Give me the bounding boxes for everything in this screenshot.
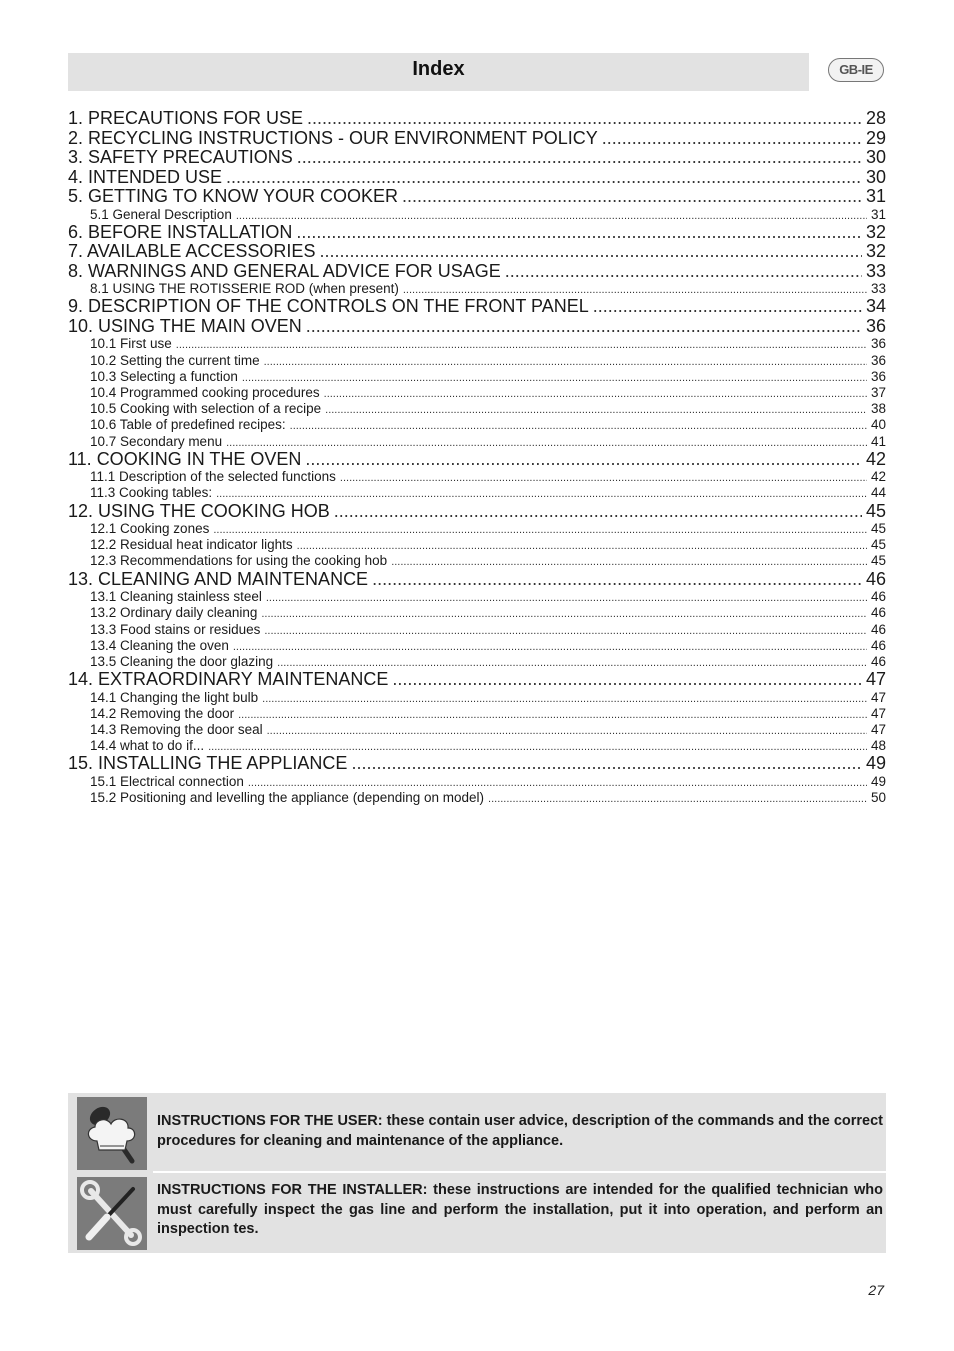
- toc-entry-page: 46: [870, 653, 886, 669]
- toc-entry-page: 33: [870, 281, 886, 297]
- toc-entry-page: 37: [870, 384, 886, 400]
- toc-entry-label: 13. CLEANING AND MAINTENANCE: [68, 569, 369, 589]
- toc-subsection-entry: [68, 485, 886, 501]
- toc-dot-leader: [238, 707, 867, 722]
- toc-dot-leader: [402, 187, 862, 207]
- toc-section-entry: [68, 148, 886, 168]
- toc-dot-leader: [290, 418, 867, 433]
- toc-section-entry: [68, 297, 886, 317]
- toc-subsection-entry: [68, 336, 886, 352]
- toc-entry-label: 10.1 First use: [90, 336, 172, 352]
- toc-subsection-entry: [68, 469, 886, 485]
- toc-entry-page: 31: [865, 187, 886, 206]
- toc-entry-label: 13.5 Cleaning the door glazing: [90, 653, 274, 669]
- toc-entry-page: 36: [865, 316, 886, 336]
- toc-entry-label: 10.3 Selecting a function: [90, 368, 238, 384]
- toc-entry-label: 5. GETTING TO KNOW YOUR COOKER: [68, 187, 399, 206]
- toc-subsection-entry: [68, 369, 886, 385]
- toc-entry-page: 30: [865, 167, 886, 187]
- toc-dot-leader: [319, 242, 862, 262]
- toc-entry-label: 4. INTENDED USE: [68, 167, 223, 187]
- toc-subsection-entry: [68, 521, 886, 537]
- toc-entry-page: 47: [865, 670, 886, 690]
- toc-section-entry: [68, 223, 886, 243]
- toc-entry-label: 10. USING THE MAIN OVEN: [68, 316, 302, 336]
- toc-entry-label: 13.2 Ordinary daily cleaning: [90, 605, 258, 621]
- wrench-screwdriver-icon: [77, 1177, 147, 1250]
- toc-entry-page: 42: [870, 469, 886, 485]
- toc-section-entry: [68, 168, 886, 188]
- toc-dot-leader: [236, 208, 867, 223]
- table-of-contents: [68, 109, 886, 806]
- toc-entry-page: 46: [870, 605, 886, 621]
- toc-entry-label: 5.1 General Description: [90, 206, 232, 222]
- toc-entry-label: 10.7 Secondary menu: [90, 433, 223, 449]
- toc-entry-page: 46: [870, 621, 886, 637]
- language-badge: GB-IE: [828, 58, 884, 82]
- toc-entry-page: 36: [870, 336, 886, 352]
- toc-section-entry: [68, 262, 886, 282]
- toc-entry-label: 11. COOKING IN THE OVEN: [68, 449, 302, 469]
- toc-entry-label: 13.3 Food stains or residues: [90, 621, 261, 637]
- toc-subsection-entry: [68, 790, 886, 806]
- toc-section-entry: [68, 242, 886, 262]
- toc-subsection-entry: [68, 605, 886, 621]
- toc-dot-leader: [226, 168, 862, 188]
- toc-dot-leader: [325, 402, 867, 417]
- toc-dot-leader: [334, 502, 862, 522]
- toc-dot-leader: [372, 570, 862, 590]
- toc-entry-label: 6. BEFORE INSTALLATION: [68, 222, 293, 242]
- toc-subsection-entry: [68, 385, 886, 401]
- toc-section-entry: [68, 502, 886, 522]
- toc-entry-page: 36: [870, 368, 886, 384]
- toc-entry-page: 46: [865, 569, 886, 589]
- toc-entry-label: 14. EXTRAORDINARY MAINTENANCE: [68, 670, 389, 690]
- toc-dot-leader: [261, 606, 867, 621]
- toc-dot-leader: [264, 354, 867, 369]
- toc-entry-label: 11.1 Description of the selected functions: [90, 469, 336, 485]
- page-number: 27: [868, 1282, 884, 1298]
- toc-entry-page: 30: [865, 148, 886, 167]
- toc-dot-leader: [216, 486, 867, 501]
- toc-subsection-entry: [68, 738, 886, 754]
- toc-entry-label: 3. SAFETY PRECAUTIONS: [68, 148, 293, 167]
- toc-subsection-entry: [68, 553, 886, 569]
- toc-entry-label: 15.2 Positioning and levelling the appliance (depending on model): [90, 790, 485, 805]
- toc-subsection-entry: [68, 722, 886, 738]
- toc-subsection-entry: [68, 207, 886, 223]
- toc-entry-page: 28: [865, 109, 886, 128]
- toc-dot-leader: [488, 791, 867, 806]
- toc-dot-leader: [296, 223, 862, 243]
- toc-entry-page: 46: [870, 637, 886, 653]
- toc-entry-page: 29: [865, 128, 886, 148]
- toc-subsection-entry: [68, 434, 886, 450]
- header-bar: [68, 53, 809, 91]
- toc-entry-page: 32: [865, 242, 886, 262]
- toc-section-entry: [68, 450, 886, 470]
- toc-entry-page: 36: [870, 352, 886, 368]
- toc-entry-label: 12.2 Residual heat indicator lights: [90, 537, 293, 553]
- toc-entry-page: 38: [870, 401, 886, 417]
- toc-dot-leader: [213, 522, 867, 537]
- toc-entry-page: 40: [870, 417, 886, 433]
- toc-entry-page: 49: [870, 773, 886, 789]
- toc-entry-label: 11.3 Cooking tables:: [90, 485, 213, 501]
- toc-dot-leader: [340, 470, 867, 485]
- chef-spoon-icon: [77, 1097, 147, 1170]
- toc-entry-page: 31: [870, 206, 886, 222]
- notes-divider: [153, 1171, 886, 1173]
- toc-entry-label: 8.1 USING THE ROTISSERIE ROD (when present): [90, 281, 399, 297]
- toc-entry-label: 12.3 Recommendations for using the cooking hob: [90, 553, 388, 569]
- toc-dot-leader: [305, 450, 862, 470]
- toc-entry-page: 41: [870, 433, 886, 449]
- toc-entry-label: 14.3 Removing the door seal: [90, 721, 263, 737]
- toc-entry-label: 8. WARNINGS AND GENERAL ADVICE FOR USAGE: [68, 261, 501, 281]
- toc-section-entry: [68, 754, 886, 774]
- toc-entry-page: 49: [865, 754, 886, 774]
- toc-section-entry: [68, 670, 886, 690]
- toc-dot-leader: [403, 282, 867, 297]
- toc-dot-leader: [391, 554, 867, 569]
- toc-entry-page: 44: [870, 485, 886, 501]
- toc-entry-page: 33: [865, 261, 886, 281]
- toc-subsection-entry: [68, 589, 886, 605]
- toc-section-entry: [68, 129, 886, 149]
- toc-entry-label: 13.1 Cleaning stainless steel: [90, 589, 262, 605]
- toc-entry-label: 10.5 Cooking with selection of a recipe: [90, 401, 322, 417]
- toc-entry-label: 2. RECYCLING INSTRUCTIONS - OUR ENVIRONMENT POLICY: [68, 128, 598, 148]
- toc-entry-page: 45: [870, 537, 886, 553]
- toc-section-entry: [68, 187, 886, 207]
- installer-instructions-text: INSTRUCTIONS FOR THE INSTALLER: these instructions are intended for the qualified technician who must carefully inspect the gas line and perform the installation, put it into operation, and perform an inspection tes.: [157, 1182, 883, 1237]
- toc-subsection-entry: [68, 774, 886, 790]
- toc-entry-label: 10.4 Programmed cooking procedures: [90, 384, 320, 400]
- toc-entry-page: 47: [870, 689, 886, 705]
- toc-entry-label: 10.2 Setting the current time: [90, 352, 260, 368]
- toc-subsection-entry: [68, 622, 886, 638]
- toc-subsection-entry: [68, 353, 886, 369]
- page-title: Index: [412, 58, 465, 80]
- instructions-notes: [68, 1093, 886, 1253]
- toc-subsection-entry: [68, 654, 886, 670]
- toc-entry-page: 45: [870, 521, 886, 537]
- toc-dot-leader: [233, 639, 867, 654]
- toc-entry-label: 14.1 Changing the light bulb: [90, 689, 259, 705]
- toc-entry-label: 9. DESCRIPTION OF THE CONTROLS ON THE FRONT PANEL: [68, 297, 589, 317]
- toc-subsection-entry: [68, 537, 886, 553]
- toc-entry-page: 50: [870, 790, 886, 805]
- toc-dot-leader: [351, 754, 862, 774]
- toc-entry-page: 32: [865, 222, 886, 242]
- toc-dot-leader: [392, 670, 862, 690]
- toc-dot-leader: [262, 691, 867, 706]
- toc-subsection-entry: [68, 706, 886, 722]
- toc-dot-leader: [602, 129, 862, 149]
- toc-entry-label: 13.4 Cleaning the oven: [90, 637, 229, 653]
- toc-dot-leader: [176, 337, 867, 352]
- toc-entry-page: 47: [870, 721, 886, 737]
- toc-entry-page: 46: [870, 589, 886, 605]
- toc-entry-label: 12. USING THE COOKING HOB: [68, 501, 330, 521]
- toc-entry-label: 14.4 what to do if...: [90, 738, 205, 754]
- toc-dot-leader: [297, 538, 867, 553]
- toc-dot-leader: [297, 148, 862, 168]
- toc-dot-leader: [266, 590, 867, 605]
- toc-dot-leader: [505, 262, 862, 282]
- toc-dot-leader: [267, 723, 867, 738]
- toc-entry-page: 42: [865, 449, 886, 469]
- toc-subsection-entry: [68, 690, 886, 706]
- toc-entry-page: 45: [865, 501, 886, 521]
- toc-dot-leader: [248, 775, 867, 790]
- toc-subsection-entry: [68, 417, 886, 433]
- toc-dot-leader: [306, 317, 862, 337]
- toc-entry-page: 34: [865, 297, 886, 317]
- toc-subsection-entry: [68, 401, 886, 417]
- toc-entry-page: 48: [870, 738, 886, 754]
- toc-entry-label: 14.2 Removing the door: [90, 705, 235, 721]
- toc-dot-leader: [324, 386, 867, 401]
- toc-dot-leader: [307, 109, 862, 129]
- toc-dot-leader: [226, 435, 867, 450]
- toc-section-entry: [68, 317, 886, 337]
- toc-dot-leader: [242, 370, 867, 385]
- toc-section-entry: [68, 109, 886, 129]
- toc-entry-label: 12.1 Cooking zones: [90, 521, 210, 537]
- toc-dot-leader: [264, 623, 867, 638]
- toc-entry-page: 47: [870, 705, 886, 721]
- toc-dot-leader: [593, 297, 862, 317]
- toc-entry-label: 15.1 Electrical connection: [90, 773, 244, 789]
- toc-subsection-entry: [68, 281, 886, 297]
- toc-dot-leader: [277, 655, 867, 670]
- toc-entry-label: 10.6 Table of predefined recipes:: [90, 417, 286, 433]
- user-instructions-text: INSTRUCTIONS FOR THE USER: these contain user advice, description of the commands and the correct procedures for cleaning and maintenance of the appliance.: [157, 1113, 883, 1149]
- toc-entry-label: 15. INSTALLING THE APPLIANCE: [68, 754, 348, 774]
- toc-entry-label: 1. PRECAUTIONS FOR USE: [68, 109, 304, 128]
- toc-subsection-entry: [68, 638, 886, 654]
- toc-dot-leader: [208, 739, 867, 754]
- toc-section-entry: [68, 570, 886, 590]
- toc-entry-label: 7. AVAILABLE ACCESSORIES: [68, 242, 316, 262]
- toc-entry-page: 45: [870, 553, 886, 569]
